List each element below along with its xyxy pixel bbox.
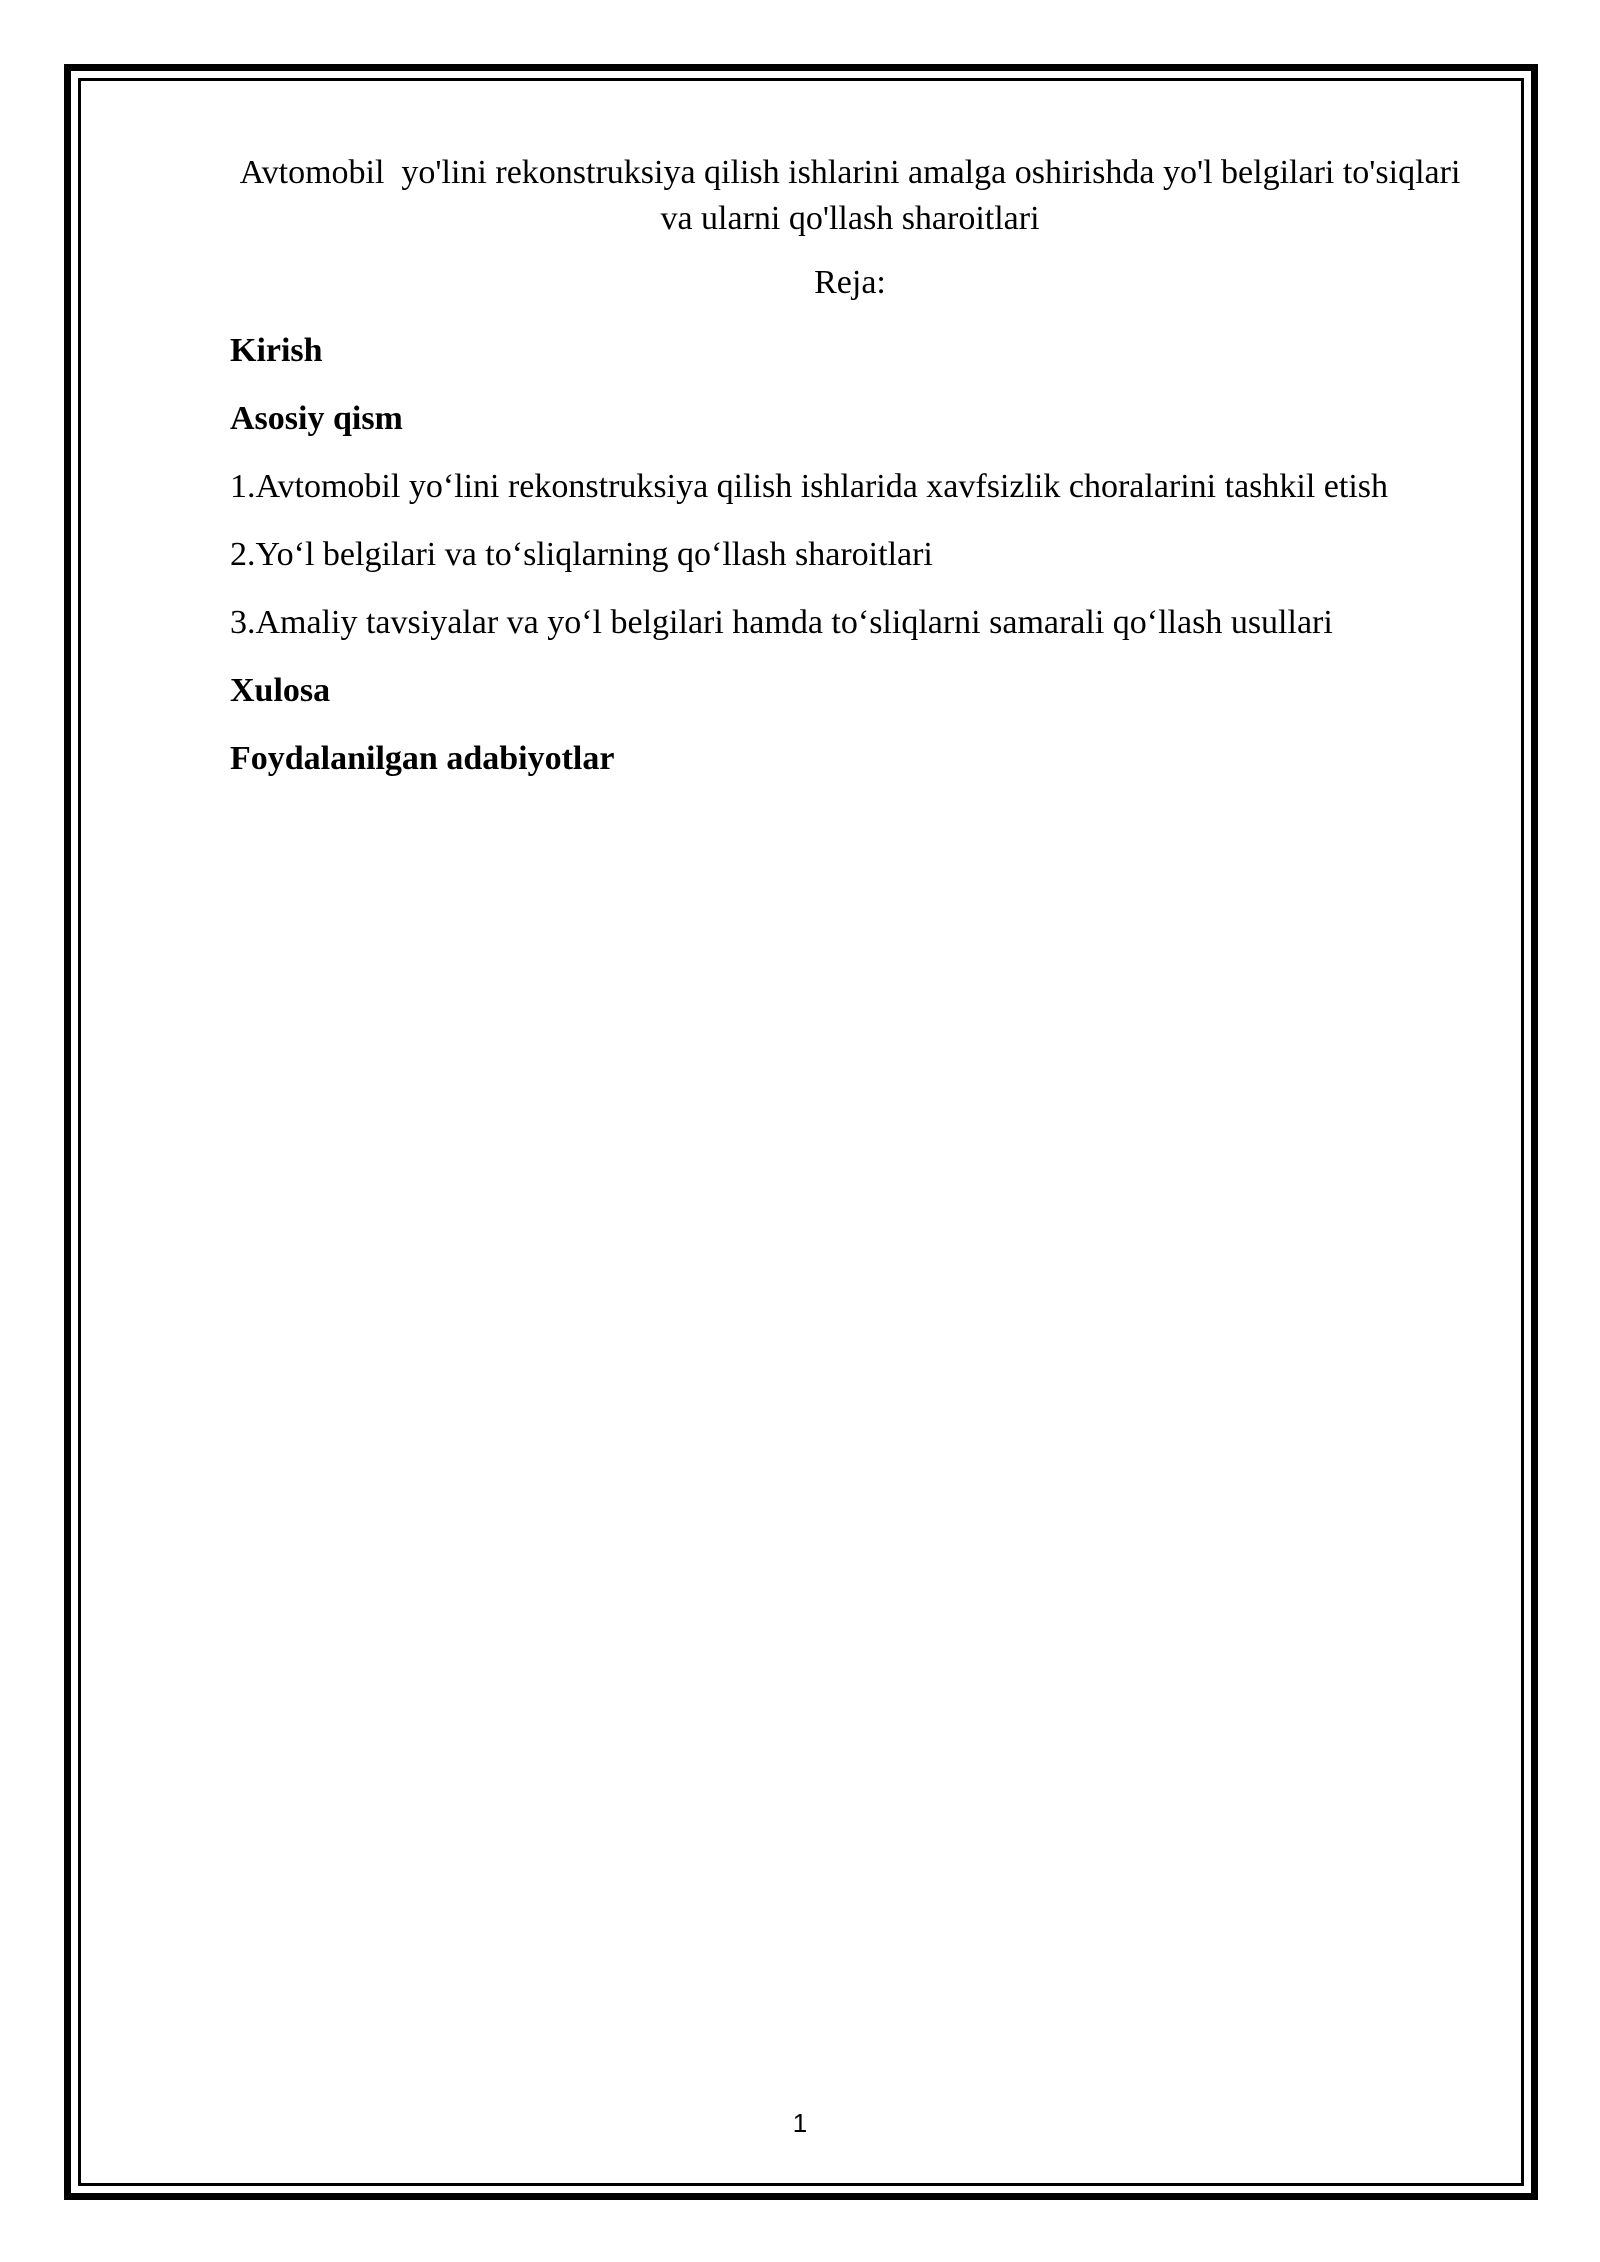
plan-item-section-2: 2.Yo‘l belgilari va to‘sliqlarning qo‘llash sharoitlari <box>230 536 933 573</box>
page-number: 1 <box>792 2108 808 2138</box>
plan-item-conclusion: Xulosa <box>230 672 331 709</box>
plan-label: Reja: <box>814 264 886 301</box>
plan-item-section-1: 1.Avtomobil yo‘lini rekonstruksiya qilish ishlarida xavfsizlik choralarini tashkil etish <box>230 468 1389 505</box>
plan-item-references: Foydalanilgan adabiyotlar <box>230 740 615 777</box>
plan-item-introduction: Kirish <box>230 332 323 369</box>
plan-item-main-part: Asosiy qism <box>230 400 403 437</box>
page-content <box>230 150 1470 804</box>
plan-item-section-3: 3.Amaliy tavsiyalar va yo‘l belgilari hamda to‘sliqlarni samarali qo‘llash usullari <box>230 604 1333 641</box>
document-title: Avtomobil yo'lini rekonstruksiya qilish ishlarini amalga oshirishda yo'l belgilari to'siqlari va ularni qo'llash sharoitlari <box>239 154 1469 237</box>
